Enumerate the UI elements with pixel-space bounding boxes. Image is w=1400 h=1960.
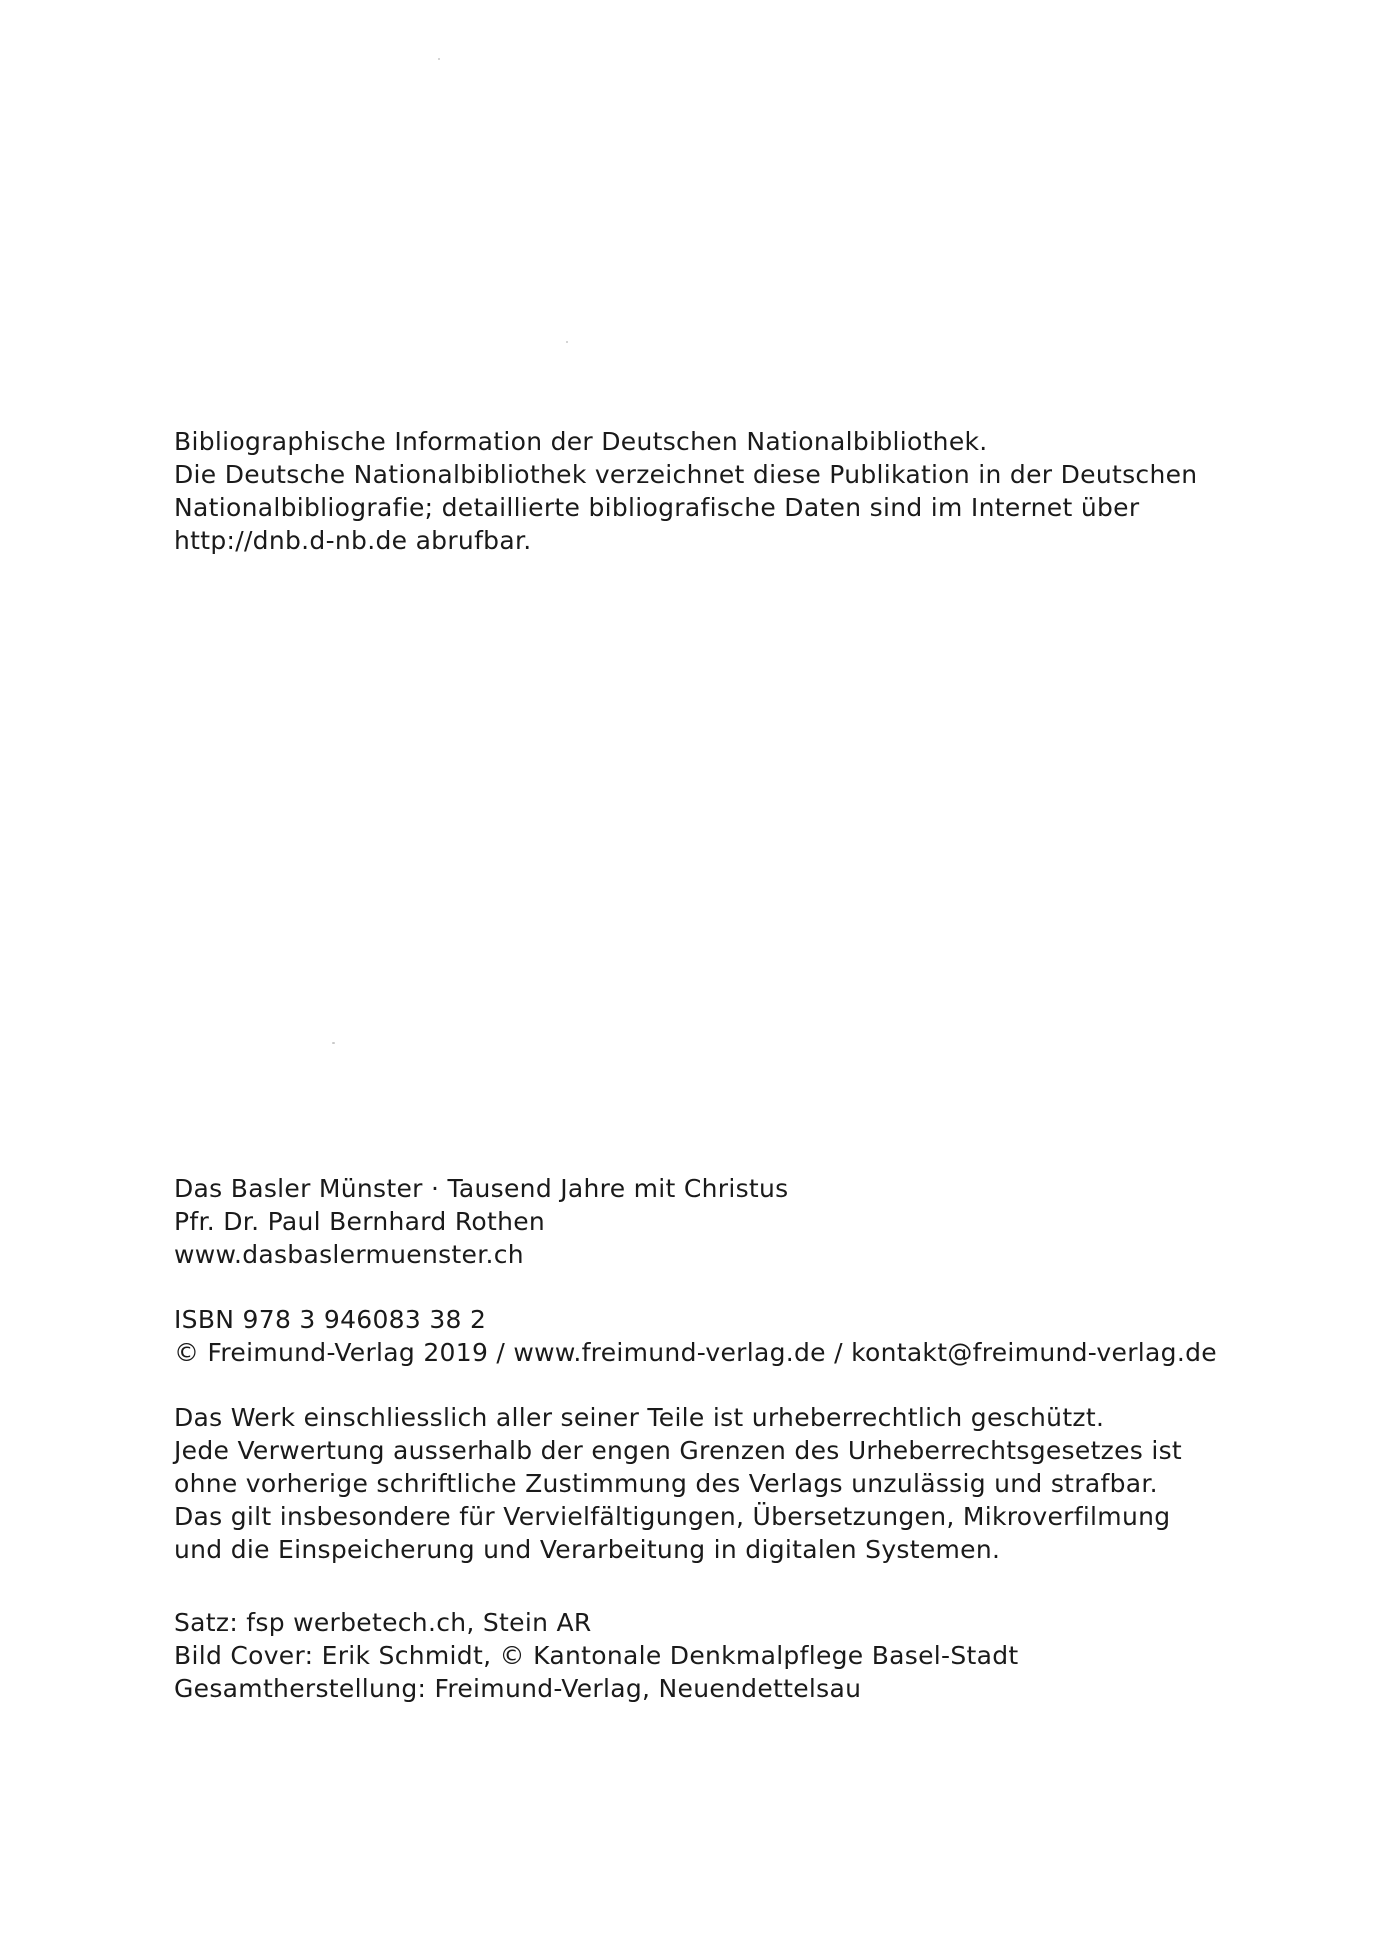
publishing-block xyxy=(174,1303,1217,1369)
scan-speck xyxy=(566,341,568,343)
bibliographic-info-block xyxy=(174,425,1197,557)
scan-speck xyxy=(332,1042,335,1044)
copyright-line: © Freimund-Verlag 2019 / www.freimund-verlag.de / kontakt@freimund-verlag.de xyxy=(174,1338,1217,1367)
scan-speck xyxy=(438,58,440,60)
bibliographic-info-line: Bibliographische Information der Deutschen Nationalbibliothek. xyxy=(174,427,988,456)
rights-notice-line: ohne vorherige schriftliche Zustimmung des Verlags unzulässig und strafbar. xyxy=(174,1469,1158,1498)
isbn: ISBN 978 3 946083 38 2 xyxy=(174,1305,487,1334)
book-info-block xyxy=(174,1172,789,1271)
bibliographic-info-line: Die Deutsche Nationalbibliothek verzeichnet diese Publikation in der Deutschen xyxy=(174,460,1198,489)
book-author: Pfr. Dr. Paul Bernhard Rothen xyxy=(174,1207,546,1236)
rights-notice-line: Das gilt insbesondere für Vervielfältigungen, Übersetzungen, Mikroverfilmung xyxy=(174,1502,1171,1531)
bibliographic-info-line: Nationalbibliografie; detaillierte bibliografische Daten sind im Internet über xyxy=(174,493,1140,522)
production-credit: Gesamtherstellung: Freimund-Verlag, Neuendettelsau xyxy=(174,1674,862,1703)
credits-block xyxy=(174,1606,1019,1705)
rights-notice-block xyxy=(174,1401,1182,1566)
rights-notice-line: und die Einspeicherung und Verarbeitung in digitalen Systemen. xyxy=(174,1535,1001,1564)
bibliographic-info-line: http://dnb.d-nb.de abrufbar. xyxy=(174,526,532,555)
rights-notice-line: Jede Verwertung ausserhalb der engen Grenzen des Urheberrechtsgesetzes ist xyxy=(174,1436,1183,1465)
typesetting-credit: Satz: fsp werbetech.ch, Stein AR xyxy=(174,1608,592,1637)
book-title: Das Basler Münster · Tausend Jahre mit Christus xyxy=(174,1174,789,1203)
rights-notice-line: Das Werk einschliesslich aller seiner Teile ist urheberrechtlich geschützt. xyxy=(174,1403,1105,1432)
cover-image-credit: Bild Cover: Erik Schmidt, © Kantonale Denkmalpflege Basel-Stadt xyxy=(174,1641,1019,1670)
book-website: www.dasbaslermuenster.ch xyxy=(174,1240,524,1269)
